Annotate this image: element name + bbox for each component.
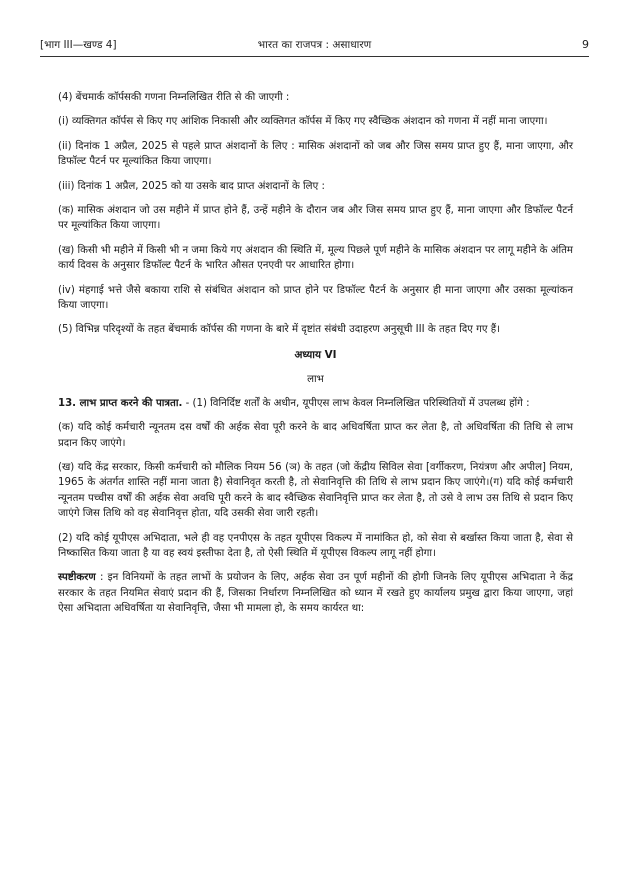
paragraph-item-i: (i) व्यक्तिगत कॉर्पस से किए गए आंशिक निकासी और व्यक्तिगत कॉर्पस में किए गए स्वैच्छिक अंशदान को गणना में नहीं माना जाएगा।: [58, 116, 548, 128]
section-13-paragraph: [58, 396, 573, 411]
header-page-number: 9: [582, 38, 589, 51]
explanation-paragraph: [58, 570, 573, 616]
header-divider: [40, 56, 589, 57]
paragraph-item-5: (5) विभिन्न परिदृश्यों के तहत बेंचमार्क कॉर्पस की गणना के बारे में दृष्टांत संबंधी उदाहरण अनुसूची III के तहत दिए गए हैं।: [58, 324, 501, 336]
chapter-title: अध्याय VI: [294, 348, 337, 361]
paragraph-item-iv: (iv) मंहगाई भत्ते जैसे बकाया राशि से संबंधित अंशदान को प्राप्त होने पर डिफॉल्ट पैटर्न के अनुसार ही माना जाएगा और उसका मूल्यांकन किया जाएगा।: [58, 284, 573, 312]
section-13-title: 13. लाभ प्राप्त करने की पात्रता.: [58, 397, 183, 409]
paragraph-item-ka: (क) मासिक अंशदान जो उस महीने में प्राप्त होने हैं, उन्हें महीने के दौरान जब और जिस समय प्राप्त हुए हैं, माना जाएगा और डिफॉल्ट पैटर्न पर मूल्यांकित किया जाएगा।: [58, 205, 573, 232]
paragraph-item-iii: (iii) दिनांक 1 अप्रैल, 2025 को या उसके बाद प्राप्त अंशदानों के लिए :: [58, 180, 325, 192]
document-body: [58, 90, 573, 626]
header-gazette-title: भारत का राजपत्र : असाधारण: [257, 39, 372, 51]
paragraph-item-ii: (ii) दिनांक 1 अप्रैल, 2025 से पहले प्राप्त अंशदानों के लिए : मासिक अंशदानों को जब और जिस समय प्राप्त हुए हैं, माना जाएगा, और डिफॉल्ट पैटर्न पर मूल्यांकित किया जाएगा।: [58, 140, 573, 168]
header-section-label: [भाग III—खण्ड 4]: [40, 39, 117, 51]
section-13-item-ka: (क) यदि कोई कर्मचारी न्यूनतम दस वर्षों की अर्हक सेवा पूरी करने के बाद अधिवर्षिता प्राप्त कर लेता है, तो अधिवर्षिता की तिथि से लाभ प्रदान किए जाएंगे।: [58, 422, 573, 449]
section-13-item-kha: (ख) यदि केंद्र सरकार, किसी कर्मचारी को मौलिक नियम 56 (ञ) के तहत (जो केंद्रीय सिविल सेवा [वर्गीकरण, नियंत्रण और अपील] नियम, 1965 के अंतर्गत शास्ति नहीं माना जाता है) सेवानिवृत करती है, तो सेवानिवृत्ति की तिथि से लाभ प्रदान किए जाएंगे।(ग) यदि कोई कर्मचारी न्यूनतम पच्चीस वर्षों की अर्हक सेवा अवधि पूरी करने के बाद स्वैच्छिक सेवानिवृत्ति प्राप्त कर लेता है, तो उसे वे लाभ उस तिथि से प्रदान किए जाएंगे जिस तिथि को वह सेवानिवृत्त होता, यदि उसकी सेवा जारी रहती।: [58, 461, 573, 520]
paragraph-item-kha: (ख) किसी भी महीने में किसी भी न जमा किये गए अंशदान की स्थिति में, मूल्य पिछले पूर्ण महीने के मासिक अंशदान पर लागू महीने के अंतिम कार्य दिवस के अनुसार डिफॉल्ट पैटर्न के भारित औसत एनएवी पर आधारित होगा।: [58, 244, 573, 272]
explanation-text: : इन विनियमों के तहत लाभों के प्रयोजन के लिए, अर्हक सेवा उन पूर्ण महीनों की होगी जिनके लिए यूपीएस अभिदाता ने केंद्र सरकार के तहत नियमित सेवाएं प्रदान की हैं, जिसका निर्धारण निम्नलिखित को ध्यान में रखते हुए कार्यालय प्रमुख द्वारा किया जाएगा, जहां ऐसा अभिदाता अधिवर्षिता या सेवानिवृत्ति, जैसा भी मामला हो, के समय कार्यरत था:: [58, 572, 573, 615]
section-13-intro: - (1) विनिर्दिष्ट शर्तों के अधीन, यूपीएस लाभ केवल निम्नलिखित परिस्थितियों में उपलब्ध होंगे :: [182, 397, 530, 409]
chapter-subtitle: लाभ: [307, 374, 324, 386]
page-header: [40, 38, 589, 54]
section-13-item-2: (2) यदि कोई यूपीएस अभिदाता, भले ही वह एनपीएस के तहत यूपीएस विकल्प में नामांकित हो, को सेवा से बर्खास्त किया जाता है, सेवा से निष्कासित किया जाता है या वह स्वयं इस्तीफा देता है, तो ऐसी स्थिति में यूपीएस विकल्प लागू नहीं होगा।: [58, 532, 573, 559]
paragraph-benchmark-corpus: (4) बेंचमार्क कॉर्पसकी गणना निम्नलिखित रीति से की जाएगी :: [58, 92, 290, 103]
explanation-label: स्पष्टीकरण: [58, 572, 96, 584]
